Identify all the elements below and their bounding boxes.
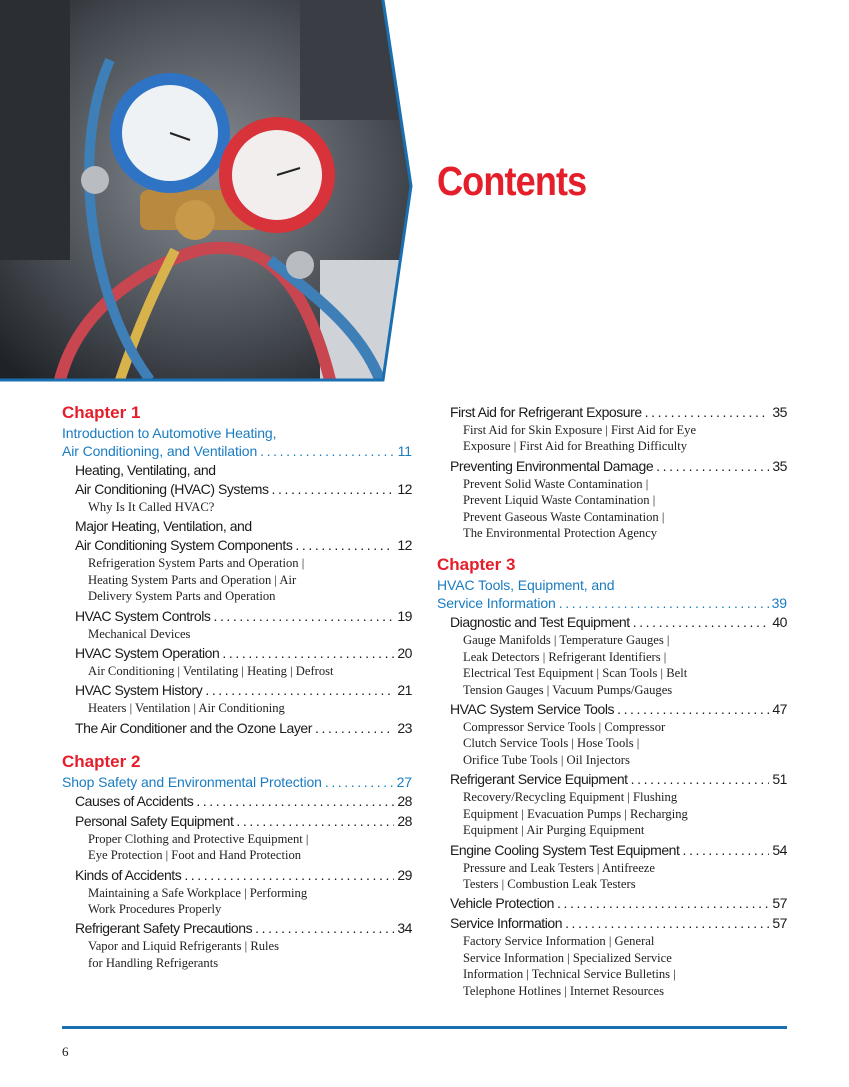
entry-title: First Aid for Refrigerant Exposure bbox=[450, 404, 642, 420]
topic-line: Prevent Solid Waste Contamination | bbox=[463, 476, 649, 491]
topic-line: Compressor Service Tools | Compressor bbox=[463, 720, 666, 735]
leader-row bbox=[75, 792, 412, 811]
topic-line: Prevent Gaseous Waste Contamination | bbox=[463, 509, 665, 524]
topic-line: Testers | Combustion Leak Testers bbox=[463, 876, 636, 891]
entry-title: Kinds of Accidents bbox=[75, 866, 182, 883]
topic-list bbox=[62, 663, 412, 679]
leader-row bbox=[75, 812, 412, 831]
topic-list bbox=[437, 789, 787, 838]
toc-entry[interactable] bbox=[62, 644, 412, 663]
page-ref: 28 bbox=[397, 792, 412, 809]
entry-title: The Air Conditioner and the Ozone Layer bbox=[75, 719, 312, 736]
topic-line: Vapor and Liquid Refrigerants | Rules bbox=[88, 939, 280, 954]
topic-list bbox=[437, 719, 787, 768]
dot-leader bbox=[645, 403, 770, 422]
entry-title: Air Conditioning System Components bbox=[75, 537, 293, 554]
dot-leader bbox=[260, 442, 394, 460]
dot-leader bbox=[213, 607, 394, 626]
leader-row bbox=[75, 866, 412, 885]
leader-row bbox=[450, 914, 787, 933]
dot-leader bbox=[184, 866, 394, 885]
topic-line: First Aid for Skin Exposure | First Aid for Eye bbox=[463, 423, 697, 437]
page-ref: 21 bbox=[397, 682, 412, 699]
topic-list bbox=[437, 476, 787, 542]
leader-row bbox=[450, 841, 787, 860]
leader-row bbox=[450, 894, 787, 913]
topic-list bbox=[62, 885, 412, 918]
leader-row bbox=[75, 919, 412, 938]
dot-leader bbox=[255, 919, 394, 938]
entry-title: Personal Safety Equipment bbox=[75, 812, 234, 829]
topic-line: Electrical Test Equipment | Scan Tools | Belt bbox=[463, 666, 688, 681]
topic-list bbox=[437, 860, 787, 893]
dot-leader bbox=[633, 613, 770, 632]
toc-entry[interactable] bbox=[62, 461, 412, 499]
leader-row bbox=[75, 536, 412, 555]
toc-entry[interactable] bbox=[62, 792, 412, 811]
entry-title: Refrigerant Service Equipment bbox=[450, 771, 628, 788]
page-ref: 47 bbox=[772, 701, 787, 718]
topic-list bbox=[62, 831, 412, 864]
entry-title-line: Introduction to Automotive Heating, bbox=[62, 425, 277, 441]
dot-leader bbox=[559, 594, 769, 612]
topic-line: Gauge Manifolds | Temperature Gauges | bbox=[463, 633, 670, 648]
topic-line: Heating System Parts and Operation | Air bbox=[88, 572, 297, 587]
leader-row bbox=[62, 773, 412, 791]
topic-line: The Environmental Protection Agency bbox=[463, 526, 658, 541]
page-ref: 12 bbox=[397, 537, 412, 554]
toc-entry[interactable] bbox=[62, 812, 412, 831]
dot-leader bbox=[565, 914, 769, 933]
topic-list bbox=[62, 938, 412, 971]
dot-leader bbox=[325, 773, 394, 791]
leader-row bbox=[450, 403, 787, 422]
toc-entry[interactable] bbox=[437, 914, 787, 933]
toc-entry[interactable] bbox=[62, 719, 412, 738]
page-ref: 54 bbox=[772, 841, 787, 858]
topic-line: Information | Technical Service Bulletins | bbox=[463, 967, 676, 982]
dot-leader bbox=[617, 700, 769, 719]
topic-line: Prevent Liquid Waste Contamination | bbox=[463, 493, 656, 508]
dot-leader bbox=[315, 719, 394, 738]
topic-line: Eye Protection | Foot and Hand Protection bbox=[88, 848, 302, 863]
entry-title: Diagnostic and Test Equipment bbox=[450, 614, 630, 631]
topic-list bbox=[437, 632, 787, 698]
topic-line: Delivery System Parts and Operation bbox=[88, 589, 276, 604]
topic-line: Maintaining a Safe Workplace | Performing bbox=[88, 885, 308, 900]
topic-line: Service Information | Specialized Service bbox=[463, 950, 672, 965]
entry-title-line: HVAC Tools, Equipment, and bbox=[437, 577, 615, 594]
page-ref: 23 bbox=[397, 719, 412, 736]
toc-entry[interactable] bbox=[62, 919, 412, 938]
entry-title: Air Conditioning, and Ventilation bbox=[62, 443, 258, 459]
topic-line: Clutch Service Tools | Hose Tools | bbox=[463, 736, 640, 751]
chapter-heading: Chapter 3 bbox=[437, 555, 516, 575]
toc-entry[interactable] bbox=[437, 700, 787, 719]
topic-line: Work Procedures Properly bbox=[88, 902, 222, 917]
topic-line: Proper Clothing and Protective Equipment | bbox=[88, 831, 309, 846]
topic-line: Air Conditioning | Ventilating | Heating | Defrost bbox=[88, 664, 334, 679]
page-ref: 57 bbox=[772, 895, 787, 912]
page-ref: 39 bbox=[771, 595, 787, 612]
dot-leader bbox=[682, 841, 769, 860]
page-number: 6 bbox=[62, 1044, 69, 1059]
entry-title: Engine Cooling System Test Equipment bbox=[450, 841, 680, 858]
toc-entry[interactable] bbox=[62, 866, 412, 885]
topic-line: Orifice Tube Tools | Oil Injectors bbox=[463, 752, 630, 767]
entry-title: Refrigerant Safety Precautions bbox=[75, 920, 253, 937]
entry-title: HVAC System History bbox=[75, 682, 203, 699]
footer-rule bbox=[62, 1026, 787, 1029]
topic-line: Factory Service Information | General bbox=[463, 934, 655, 949]
entry-title-line: Heating, Ventilating, and bbox=[75, 462, 216, 478]
page-ref: 12 bbox=[397, 481, 412, 497]
chapter-heading: Chapter 1 bbox=[62, 403, 141, 422]
leader-row bbox=[437, 594, 787, 612]
toc-entry[interactable] bbox=[437, 841, 787, 860]
toc-entry[interactable] bbox=[437, 457, 787, 476]
entry-title: Service Information bbox=[450, 915, 563, 932]
dot-leader bbox=[656, 457, 769, 476]
page-ref: 35 bbox=[772, 457, 787, 474]
entry-title: HVAC System Operation bbox=[75, 645, 220, 662]
entry-title: HVAC System Controls bbox=[75, 607, 211, 624]
page-ref: 34 bbox=[397, 920, 412, 937]
page-ref: 19 bbox=[397, 607, 412, 624]
leader-row bbox=[75, 607, 412, 626]
toc-entry[interactable] bbox=[437, 613, 787, 632]
topic-line: Heaters | Ventilation | Air Conditioning bbox=[88, 701, 285, 716]
page-ref: 11 bbox=[397, 443, 412, 459]
leader-row bbox=[75, 480, 412, 499]
leader-row bbox=[62, 442, 412, 460]
toc-entry[interactable] bbox=[437, 894, 787, 913]
hvac-gauge-photo bbox=[0, 0, 415, 383]
topic-list bbox=[62, 499, 412, 515]
dot-leader bbox=[557, 894, 769, 913]
toc-right-column bbox=[437, 402, 787, 1001]
topic-line: Mechanical Devices bbox=[88, 626, 191, 641]
dot-leader bbox=[222, 644, 394, 663]
topic-line: for Handling Refrigerants bbox=[88, 955, 219, 970]
toc-entry[interactable] bbox=[437, 403, 787, 422]
topic-line: Recovery/Recycling Equipment | Flushing bbox=[463, 790, 678, 805]
entry-title: Causes of Accidents bbox=[75, 792, 194, 809]
page-ref: 27 bbox=[396, 773, 412, 790]
entry-title: Shop Safety and Environmental Protection bbox=[62, 773, 322, 790]
toc-entry[interactable] bbox=[62, 681, 412, 700]
dot-leader bbox=[205, 681, 394, 700]
entry-title: Preventing Environmental Damage bbox=[450, 457, 654, 474]
topic-list bbox=[437, 422, 787, 455]
topic-line: Telephone Hotlines | Internet Resources bbox=[463, 983, 664, 998]
page-ref: 20 bbox=[397, 645, 412, 662]
leader-row bbox=[450, 770, 787, 789]
entry-title: HVAC System Service Tools bbox=[450, 701, 615, 718]
toc-entry[interactable] bbox=[62, 517, 412, 555]
entry-title: Vehicle Protection bbox=[450, 895, 554, 912]
leader-row bbox=[75, 681, 412, 700]
chapter-title-entry[interactable] bbox=[437, 576, 787, 612]
topic-list bbox=[62, 555, 412, 604]
topic-line: Pressure and Leak Testers | Antifreeze bbox=[463, 860, 655, 875]
page-title: Contents bbox=[437, 158, 587, 204]
entry-title: Service Information bbox=[437, 595, 556, 612]
topic-line: Equipment | Evacuation Pumps | Recharging bbox=[463, 806, 688, 821]
topic-list bbox=[62, 700, 412, 716]
chapter-title-entry[interactable] bbox=[62, 773, 412, 791]
topic-line: Equipment | Air Purging Equipment bbox=[463, 823, 645, 838]
leader-row bbox=[75, 719, 412, 738]
dot-leader bbox=[196, 792, 394, 811]
topic-line: Exposure | First Aid for Breathing Difficulty bbox=[463, 439, 688, 454]
topic-line: Refrigeration System Parts and Operation | bbox=[88, 556, 305, 571]
chapter-title-entry[interactable] bbox=[62, 424, 412, 460]
toc-entry[interactable] bbox=[62, 607, 412, 626]
leader-row bbox=[450, 700, 787, 719]
toc-left-column bbox=[62, 402, 412, 973]
dot-leader bbox=[272, 480, 395, 499]
page-ref: 40 bbox=[772, 614, 787, 631]
entry-title: Air Conditioning (HVAC) Systems bbox=[75, 481, 269, 497]
leader-row bbox=[450, 613, 787, 632]
leader-row bbox=[450, 457, 787, 476]
entry-title-line: Major Heating, Ventilation, and bbox=[75, 518, 252, 535]
page-ref: 57 bbox=[772, 915, 787, 932]
page-ref: 51 bbox=[772, 771, 787, 788]
toc-entry[interactable] bbox=[437, 770, 787, 789]
dot-leader bbox=[631, 770, 770, 789]
dot-leader bbox=[295, 536, 394, 555]
chapter-heading: Chapter 2 bbox=[62, 751, 141, 771]
topic-line: Why Is It Called HVAC? bbox=[88, 500, 215, 514]
topic-list bbox=[62, 626, 412, 642]
page-ref: 35 bbox=[772, 404, 787, 420]
leader-row bbox=[75, 644, 412, 663]
dot-leader bbox=[236, 812, 394, 831]
topic-list bbox=[437, 933, 787, 999]
page-ref: 28 bbox=[397, 812, 412, 829]
topic-line: Leak Detectors | Refrigerant Identifiers | bbox=[463, 649, 667, 664]
topic-line: Tension Gauges | Vacuum Pumps/Gauges bbox=[463, 682, 673, 697]
page-ref: 29 bbox=[397, 866, 412, 883]
